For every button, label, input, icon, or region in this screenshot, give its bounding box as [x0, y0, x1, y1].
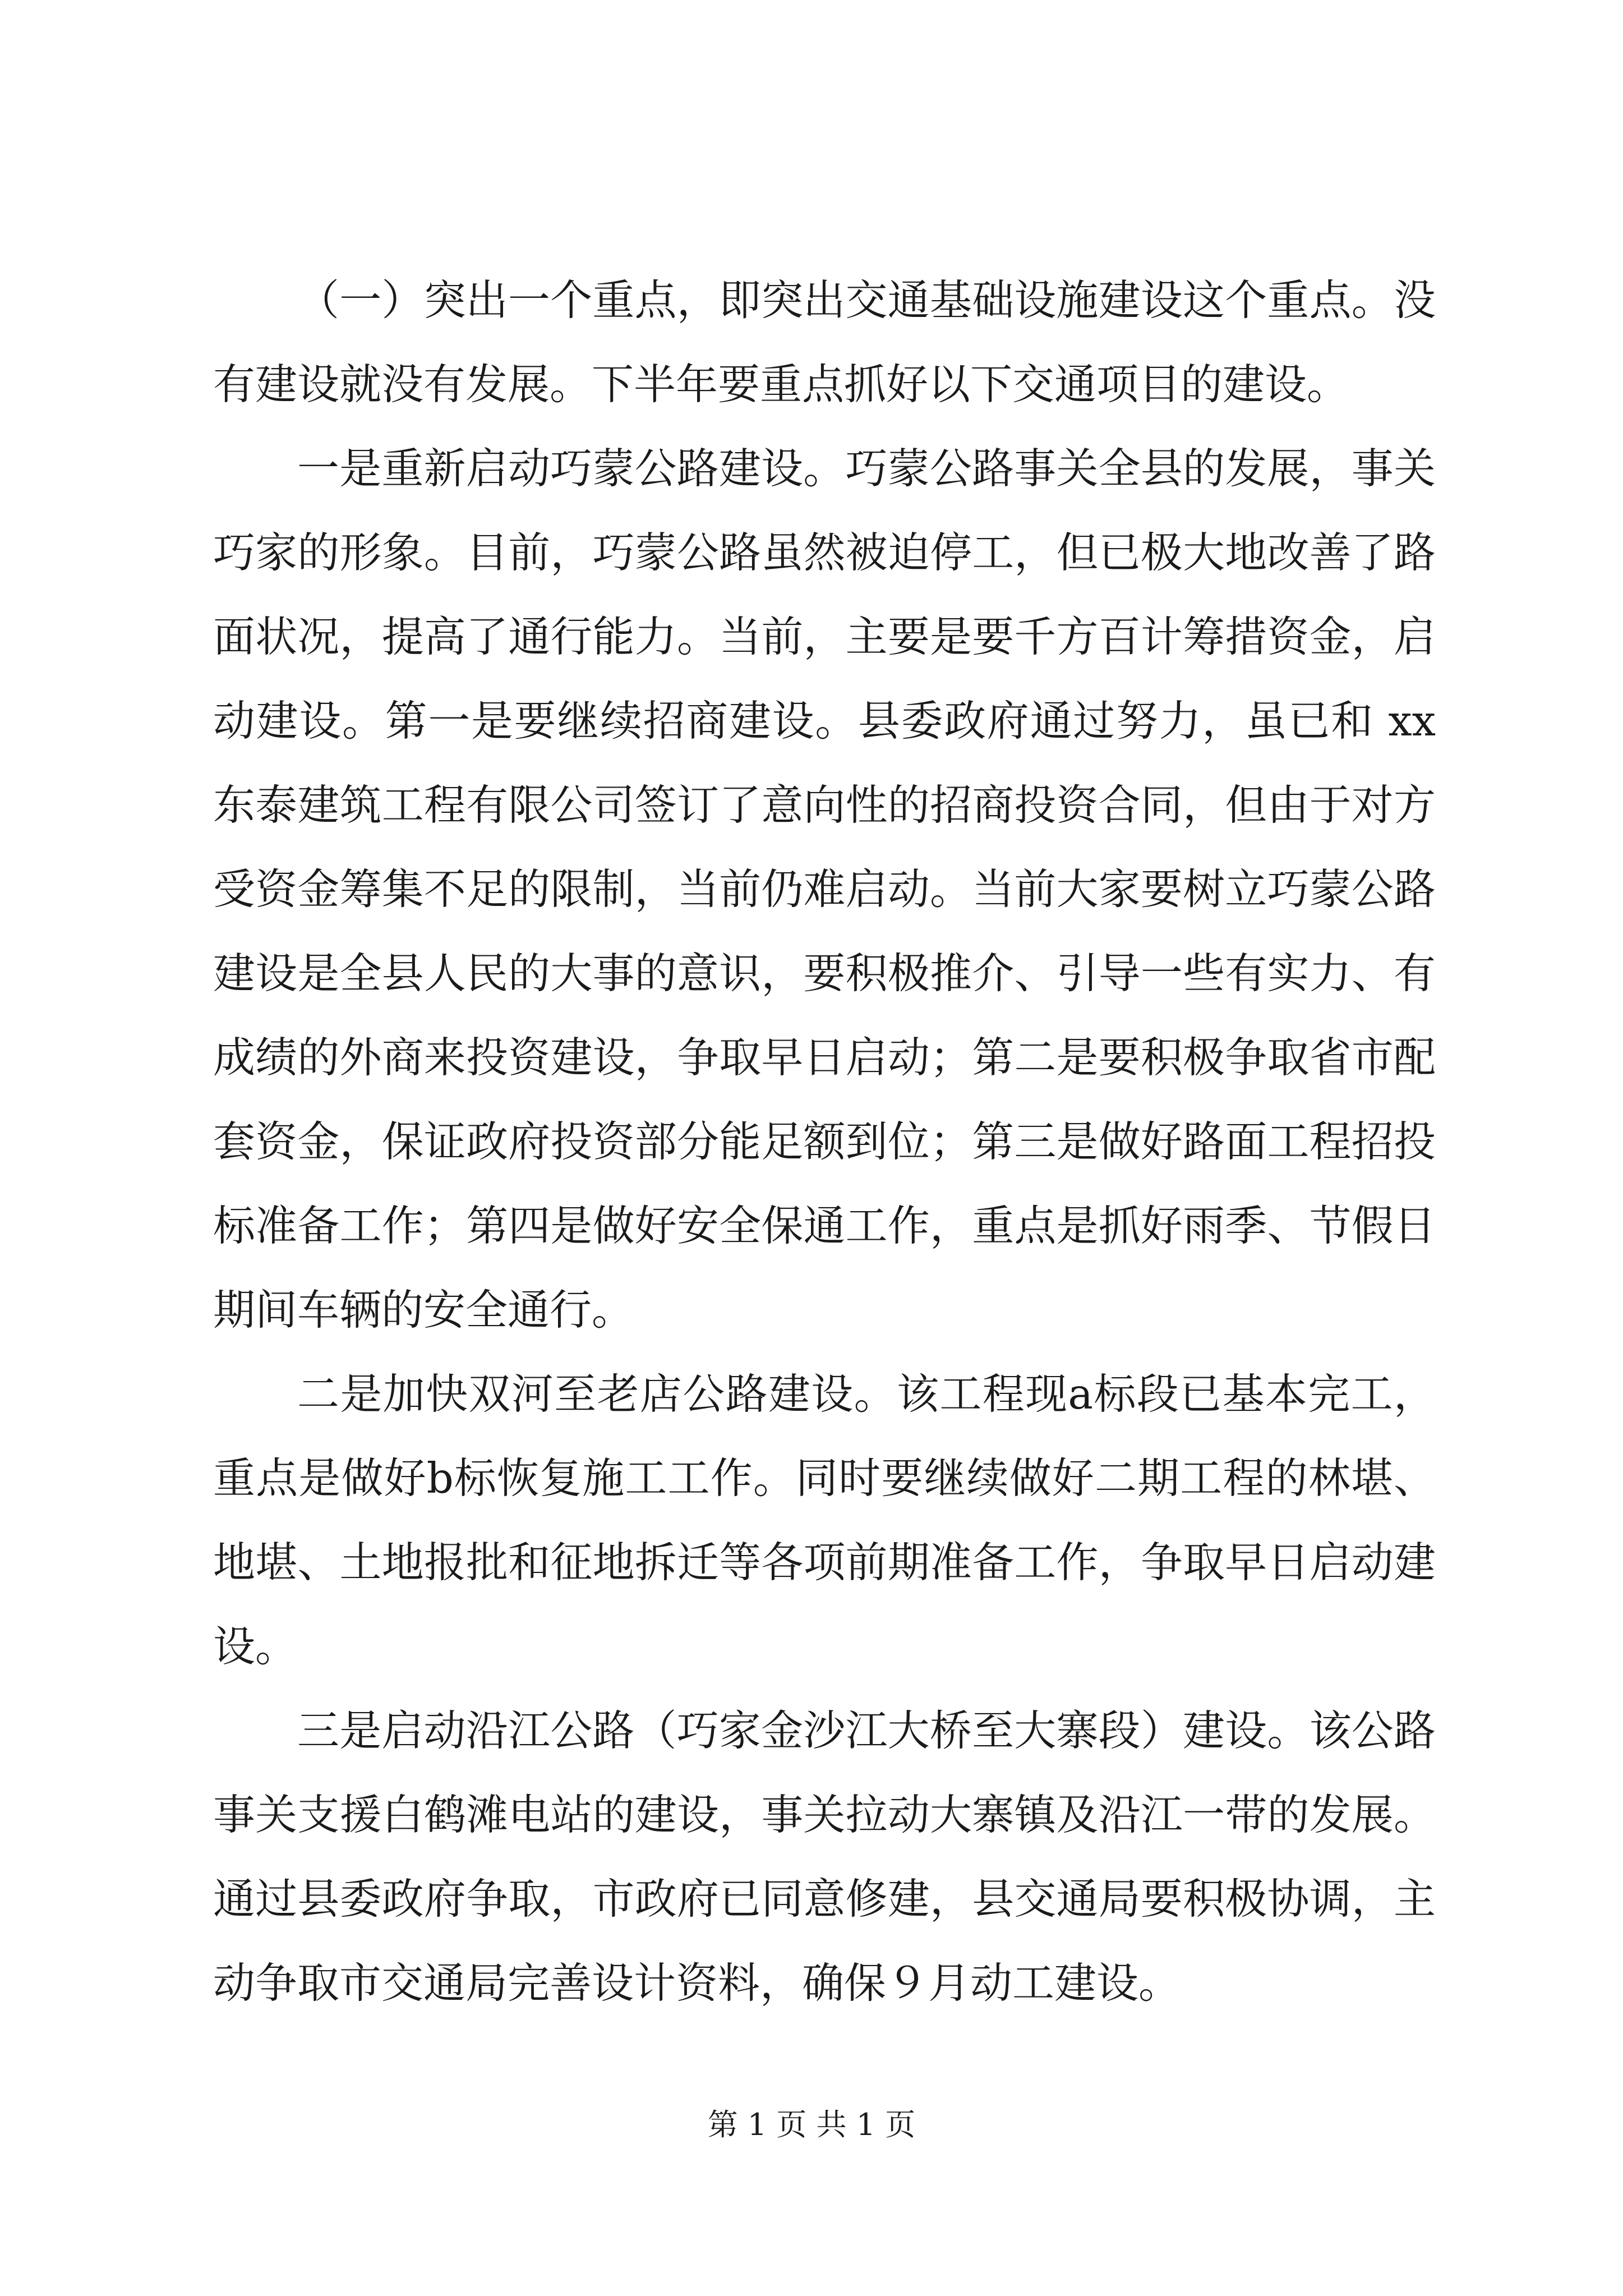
paragraph-key-point: （一）突出一个重点，即突出交通基础设施建设这个重点。没有建设就没有发展。下半年要重点抓好以下交通项目的建设。	[213, 275, 1436, 409]
document-body	[213, 258, 1436, 2025]
page-footer: 第 1 页 共 1 页	[707, 2107, 916, 2142]
paragraph-riverside-road: 三是启动沿江公路（巧家金沙江大桥至大寨段）建设。该公路事关支援白鹤滩电站的建设，事关拉动大寨镇及沿江一带的发展。通过县委政府争取，市政府已同意修建，县交通局要积极协调，主动争取市交通局完善设计资料，确保９月动工建设。	[213, 1706, 1436, 2008]
paragraph-qiaomeng-road: 一是重新启动巧蒙公路建设。巧蒙公路事关全县的发展，事关巧家的形象。目前，巧蒙公路虽然被迫停工，但已极大地改善了路面状况，提高了通行能力。当前，主要是要千方百计筹措资金，启动建设。第一是要继续招商建设。县委政府通过努力，虽已和 xx 东泰建筑工程有限公司签订了意向性的招商投资合同，但由于对方受资金筹集不足的限制，当前仍难启动。当前大家要树立巧蒙公路建设是全县人民的大事的意识，要积极推介、引导一些有实力、有成绩的外商来投资建设，争取早日启动；第二是要积极争取省市配套资金，保证政府投资部分能足额到位；第三是做好路面工程招投标准备工作；第四是做好安全保通工作，重点是抓好雨季、节假日期间车辆的安全通行。	[213, 444, 1436, 1335]
paragraph-shuanghe-laodian-road: 二是加快双河至老店公路建设。该工程现a标段已基本完工，重点是做好b标恢复施工工作。同时要继续做好二期工程的林堪、地堪、土地报批和征地拆迁等各项前期准备工作，争取早日启动建设。	[213, 1369, 1436, 1671]
